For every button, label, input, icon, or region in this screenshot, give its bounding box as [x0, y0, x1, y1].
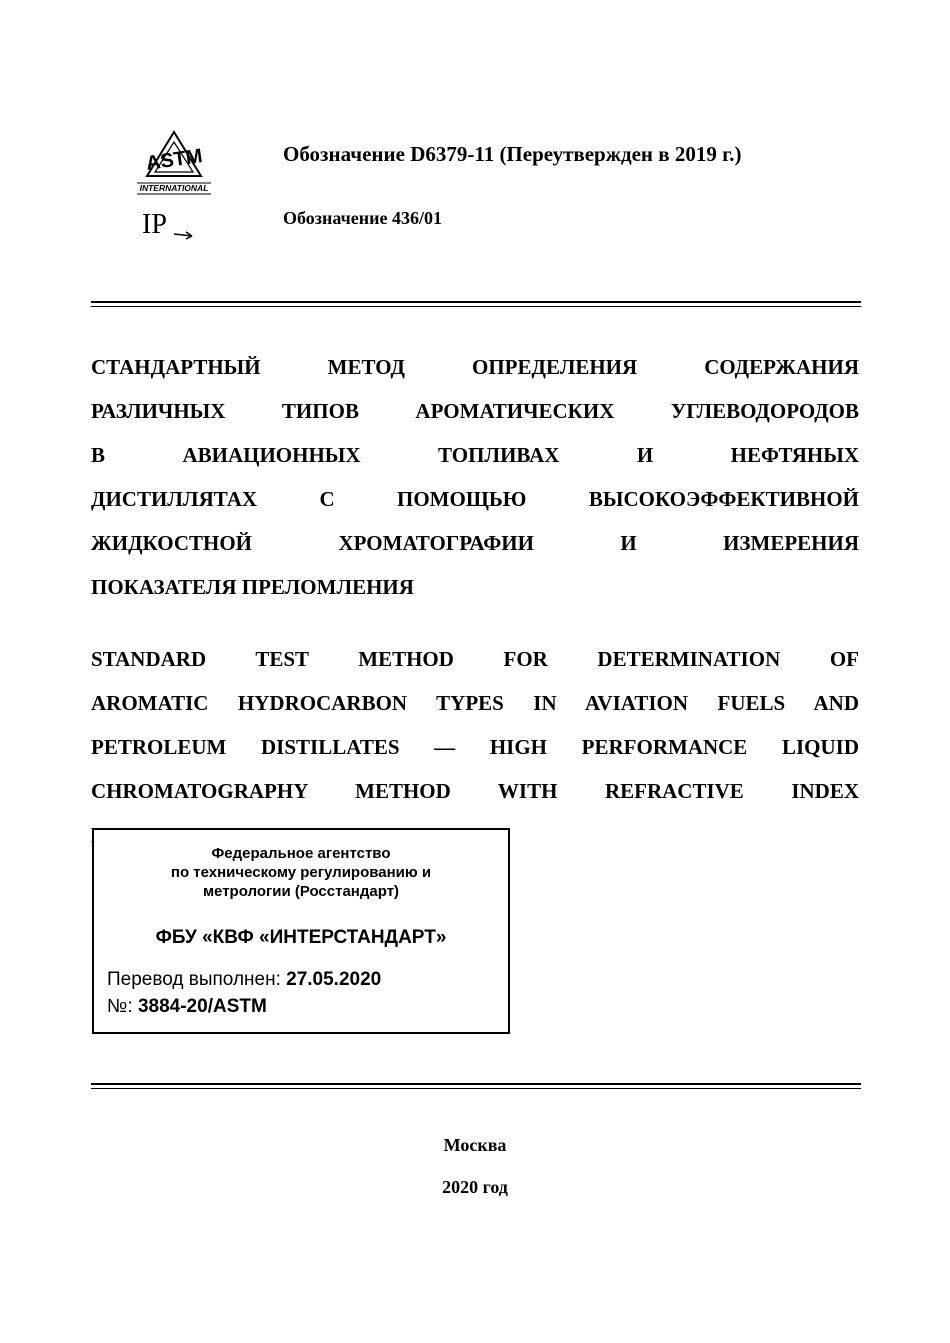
title-ru-line: ДИСТИЛЛЯТАХ С ПОМОЩЬЮ ВЫСОКОЭФФЕКТИВНОЙ: [91, 487, 859, 511]
stamp-org-line: метрологии (Росстандарт): [202, 883, 400, 900]
title-en-line: AROMATIC HYDROCARBON TYPES IN AVIATION FUELS AND: [91, 691, 859, 715]
stamp-org-line: по техническому регулированию и: [170, 864, 432, 881]
title-en-line: STANDARD TEST METHOD FOR DETERMINATION OF: [91, 647, 859, 671]
stamp-number: [107, 996, 267, 1018]
title-ru-line: СТАНДАРТНЫЙ МЕТОД ОПРЕДЕЛЕНИЯ СОДЕРЖАНИЯ: [91, 355, 859, 379]
stamp-translated: [107, 969, 381, 991]
city: Москва: [443, 1135, 507, 1155]
ip-logo: [140, 206, 198, 242]
year: 2020 год: [442, 1177, 508, 1197]
designation-astm: Обозначение D6379-11 (Переутвержден в 2019 г.): [283, 142, 742, 166]
divider-bottom: [91, 1083, 861, 1089]
title-en-line: CHROMATOGRAPHY METHOD WITH REFRACTIVE INDEX: [91, 779, 859, 803]
title-ru-line: ЖИДКОСТНОЙ ХРОМАТОГРАФИИ И ИЗМЕРЕНИЯ: [91, 531, 859, 555]
stamp-translated-date: 27.05.2020: [286, 969, 382, 990]
title-ru-line: РАЗЛИЧНЫХ ТИПОВ АРОМАТИЧЕСКИХ УГЛЕВОДОРОДОВ: [91, 399, 859, 423]
title-en-line: PETROLEUM DISTILLATES — HIGH PERFORMANCE LIQUID: [91, 735, 859, 759]
divider-top: [91, 301, 861, 307]
stamp-translated-label: Перевод выполнен:: [107, 969, 281, 990]
stamp-number-label: №:: [107, 996, 133, 1017]
stamp-number-value: 3884-20: [137, 996, 208, 1017]
svg-text:IP: IP: [142, 209, 167, 240]
stamp-org-line: Федеральное агентство: [211, 845, 391, 862]
svg-text:INTERNATIONAL: INTERNATIONAL: [139, 183, 209, 193]
astm-logo: [131, 128, 217, 200]
title-russian: [91, 345, 859, 609]
stamp-fbu: ФБУ «КВФ «ИНТЕРСТАНДАРТ»: [155, 927, 447, 948]
translation-stamp: [92, 828, 510, 1034]
title-ru-line: ПОКАЗАТЕЛЯ ПРЕЛОМЛЕНИЯ: [91, 575, 414, 599]
title-ru-line: В АВИАЦИОННЫХ ТОПЛИВАХ И НЕФТЯНЫХ: [91, 443, 859, 467]
title-english: [91, 637, 859, 857]
designation-ip: Обозначение 436/01: [283, 208, 443, 228]
stamp-number-suffix: /ASTM: [207, 996, 267, 1017]
svg-text:ASTM: ASTM: [144, 145, 204, 175]
